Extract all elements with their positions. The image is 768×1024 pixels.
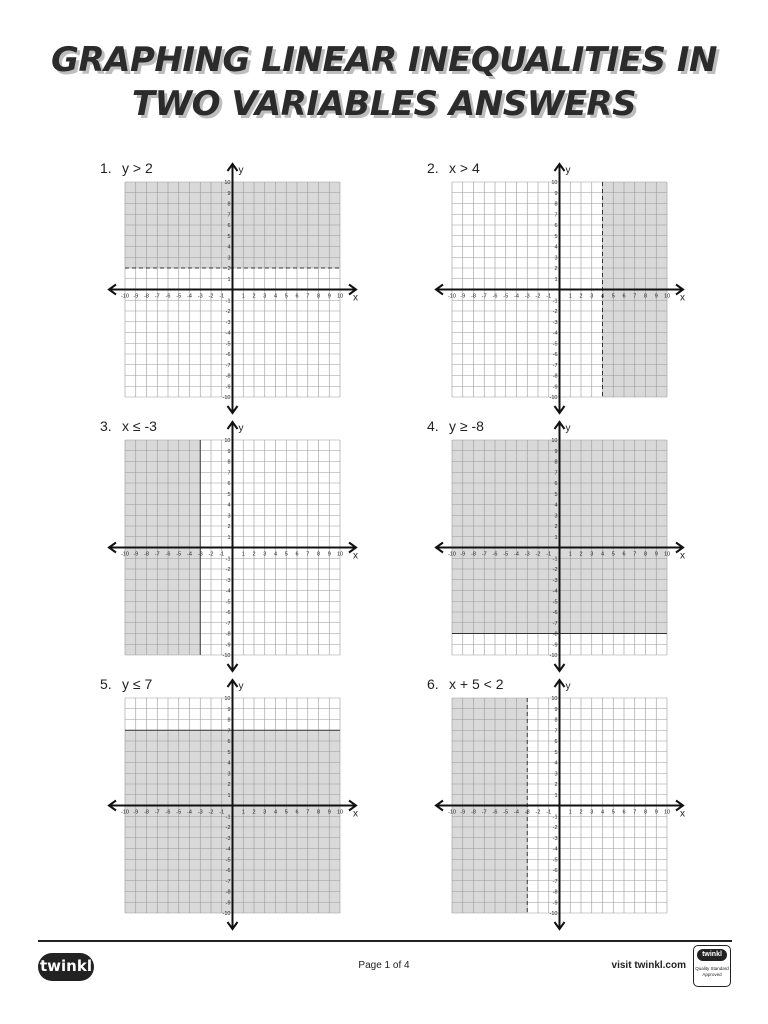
y-tick-label: 7 [227,728,231,735]
problem-inequality: y ≥ -8 [449,418,484,434]
x-tick-label: -4 [187,809,192,816]
x-tick-label: 3 [263,809,267,816]
y-tick-label: 5 [554,749,558,756]
x-tick-label: -4 [187,551,192,558]
x-tick-label: 9 [654,551,658,558]
y-tick-label: -10 [222,911,231,917]
x-tick-label: -8 [471,293,476,300]
y-tick-label: 1 [227,276,231,283]
y-tick-label: 9 [227,448,231,455]
x-tick-label: 7 [633,809,637,816]
x-tick-label: -8 [471,809,476,816]
y-tick-label: -1 [552,814,558,821]
y-tick-label: 2 [227,782,231,788]
problem-6 [427,676,727,926]
y-axis-label: y [238,423,244,434]
x-tick-label: 6 [295,293,299,300]
y-tick-label: -3 [552,835,558,842]
y-tick-label: 8 [554,717,558,724]
x-tick-label: -10 [448,809,456,816]
x-tick-label: 1 [241,293,245,300]
x-tick-label: -3 [197,551,203,558]
x-tick-label: 2 [579,551,583,558]
y-tick-label: -2 [225,825,231,831]
y-tick-label: 2 [227,524,231,530]
x-tick-label: 2 [252,551,256,558]
x-tick-label: -10 [121,809,129,816]
y-axis-label: y [565,423,571,434]
x-tick-label: -7 [154,809,160,816]
x-tick-label: -3 [197,293,203,300]
y-tick-label: 8 [554,201,558,208]
problem-1 [100,160,400,410]
y-tick-label: -1 [552,298,558,305]
quality-badge [693,945,731,987]
problem-number: 3. [100,418,112,434]
y-tick-label: 2 [554,266,558,272]
x-tick-label: -2 [208,809,214,816]
problem-number: 1. [100,160,112,176]
x-tick-label: -5 [503,293,509,300]
x-tick-label: -1 [546,809,552,816]
x-tick-label: -8 [144,809,149,816]
x-tick-label: -5 [176,551,182,558]
x-tick-label: -7 [481,293,487,300]
footer-divider [38,940,732,942]
x-tick-label: 2 [579,293,583,300]
x-tick-label: 9 [654,809,658,816]
x-tick-label: 10 [663,809,671,816]
problem-inequality: y > 2 [122,160,153,176]
problem-number: 6. [427,676,439,692]
y-tick-label: 9 [554,706,558,713]
x-tick-label: 9 [654,293,658,300]
x-tick-label: 10 [336,551,344,558]
badge-logo: twinkl [697,949,727,961]
coordinate-plane-3 [100,418,370,668]
y-tick-label: -1 [552,556,558,563]
y-tick-label: -6 [225,868,231,874]
y-tick-label: -10 [222,395,231,401]
x-tick-label: 4 [273,551,278,558]
problem-3 [100,418,400,668]
x-tick-label: 6 [622,551,626,558]
y-tick-label: -5 [225,599,231,606]
x-tick-label: 1 [568,809,572,816]
y-tick-label: -3 [552,577,558,584]
x-tick-label: 7 [306,809,310,816]
x-tick-label: 2 [579,809,583,816]
y-tick-label: 7 [227,212,231,219]
y-tick-label: -8 [552,631,558,638]
y-tick-label: -6 [552,352,558,358]
x-tick-label: 1 [568,293,572,300]
x-tick-label: -4 [187,293,192,300]
y-tick-label: -2 [225,309,231,315]
y-tick-label: -10 [549,653,558,659]
x-axis-label: x [680,292,685,304]
y-tick-label: -4 [225,330,231,337]
x-tick-label: 1 [241,809,245,816]
y-tick-label: 8 [227,201,231,208]
y-tick-label: -7 [552,620,558,627]
y-tick-label: -9 [225,900,231,907]
y-tick-label: -3 [225,577,231,584]
x-tick-label: -4 [514,809,519,816]
y-axis-label: y [565,681,571,692]
y-tick-label: -6 [552,610,558,616]
x-tick-label: 8 [643,551,648,558]
y-tick-label: 1 [554,792,558,799]
y-tick-label: 5 [227,491,231,498]
y-tick-label: -5 [225,857,231,864]
x-tick-label: 1 [568,551,572,558]
y-tick-label: -4 [225,846,231,853]
x-axis-label: x [353,292,358,304]
y-tick-label: 7 [554,212,558,219]
x-tick-label: 6 [295,551,299,558]
y-tick-label: 5 [227,233,231,240]
x-tick-label: 8 [643,809,648,816]
x-tick-label: 5 [611,809,615,816]
x-tick-label: 8 [316,809,321,816]
x-axis-label: x [353,808,358,820]
y-tick-label: 6 [554,739,558,745]
x-axis-label: x [680,808,685,820]
y-tick-label: 3 [227,513,231,520]
x-tick-label: 5 [284,809,288,816]
y-tick-label: 9 [554,190,558,197]
x-tick-label: 7 [306,293,310,300]
page-number: Page 1 of 4 [358,960,410,971]
y-tick-label: -9 [552,384,558,391]
x-tick-label: 4 [273,293,278,300]
x-tick-label: -6 [165,809,171,816]
x-tick-label: 2 [252,809,256,816]
y-tick-label: 10 [224,180,231,186]
y-tick-label: -9 [225,642,231,649]
y-tick-label: 6 [554,481,558,487]
x-tick-label: 8 [316,293,321,300]
y-tick-label: 6 [227,739,231,745]
x-tick-label: 3 [263,293,267,300]
y-tick-label: 5 [227,749,231,756]
x-tick-label: -5 [176,809,182,816]
x-tick-label: -1 [546,551,552,558]
y-tick-label: 7 [554,728,558,735]
y-tick-label: -4 [552,846,558,853]
x-tick-label: -8 [471,551,476,558]
x-tick-label: -10 [121,551,129,558]
y-tick-label: -2 [552,825,558,831]
y-tick-label: -8 [225,631,231,638]
y-tick-label: 1 [227,534,231,541]
x-tick-label: -2 [208,551,214,558]
y-tick-label: -7 [225,362,231,369]
y-tick-label: -10 [549,911,558,917]
y-tick-label: 3 [554,771,558,778]
x-tick-label: 4 [600,809,605,816]
y-tick-label: -7 [225,620,231,627]
coordinate-plane-6 [427,676,697,926]
x-tick-label: -2 [208,293,214,300]
x-tick-label: 9 [327,293,331,300]
x-tick-label: -5 [503,809,509,816]
y-tick-label: -6 [552,868,558,874]
x-tick-label: 5 [611,551,615,558]
y-tick-label: -6 [225,610,231,616]
y-tick-label: 8 [227,459,231,466]
y-tick-label: -5 [552,857,558,864]
x-tick-label: -9 [460,551,466,558]
x-tick-label: -2 [535,293,541,300]
x-tick-label: 3 [263,551,267,558]
y-tick-label: 4 [554,502,558,509]
y-tick-label: 2 [227,266,231,272]
x-tick-label: 4 [273,809,278,816]
x-tick-label: -7 [154,293,160,300]
y-tick-label: 3 [554,255,558,262]
y-tick-label: 5 [554,491,558,498]
x-tick-label: -6 [165,551,171,558]
y-tick-label: 4 [227,244,231,251]
x-axis-label: x [680,550,685,562]
x-tick-label: -6 [492,809,498,816]
problem-inequality: y ≤ 7 [122,676,153,692]
badge-caption: Quality Standard Approved [695,966,729,977]
x-tick-label: 5 [284,551,288,558]
x-tick-label: -10 [448,551,456,558]
y-tick-label: -8 [552,373,558,380]
y-tick-label: -1 [225,298,231,305]
y-tick-label: 2 [554,524,558,530]
y-tick-label: -8 [225,889,231,896]
y-tick-label: 10 [551,696,558,702]
y-tick-label: -4 [552,588,558,595]
x-tick-label: -3 [197,809,203,816]
x-tick-label: 3 [590,551,594,558]
x-tick-label: 10 [663,293,671,300]
x-tick-label: 6 [622,293,626,300]
x-tick-label: -5 [176,293,182,300]
x-tick-label: -4 [514,551,519,558]
y-tick-label: 9 [554,448,558,455]
x-tick-label: 8 [316,551,321,558]
y-tick-label: 10 [551,438,558,444]
y-tick-label: 6 [554,223,558,229]
x-tick-label: -1 [219,809,225,816]
y-tick-label: 4 [554,244,558,251]
page-title-line-1: GRAPHING LINEAR INEQUALITIES IN [51,40,717,80]
visit-link[interactable]: visit twinkl.com [611,960,686,971]
y-axis-label: y [565,165,571,176]
y-tick-label: 1 [227,792,231,799]
y-axis-label: y [238,165,244,176]
x-tick-label: 1 [241,551,245,558]
y-tick-label: -1 [225,556,231,563]
y-tick-label: 4 [554,760,558,767]
y-tick-label: -4 [225,588,231,595]
x-tick-label: -10 [121,293,129,300]
x-tick-label: -1 [219,293,225,300]
y-tick-label: 4 [227,760,231,767]
x-tick-label: -9 [133,551,139,558]
x-tick-label: -6 [165,293,171,300]
y-tick-label: -1 [225,814,231,821]
y-tick-label: 10 [224,438,231,444]
y-tick-label: -3 [552,319,558,326]
y-tick-label: -3 [225,835,231,842]
x-tick-label: -8 [144,551,149,558]
problem-number: 4. [427,418,439,434]
x-tick-label: -7 [481,809,487,816]
problem-4 [427,418,727,668]
x-tick-label: -1 [546,293,552,300]
problem-2 [427,160,727,410]
x-tick-label: -10 [448,293,456,300]
x-tick-label: -5 [503,551,509,558]
x-tick-label: 5 [284,293,288,300]
y-tick-label: 7 [227,470,231,477]
y-tick-label: 3 [227,771,231,778]
x-tick-label: 2 [252,293,256,300]
y-tick-label: -2 [225,567,231,573]
x-tick-label: 9 [327,551,331,558]
problem-5 [100,676,400,926]
y-tick-label: 8 [227,717,231,724]
x-tick-label: -6 [492,293,498,300]
problem-number: 2. [427,160,439,176]
y-tick-label: 1 [554,276,558,283]
x-tick-label: -4 [514,293,519,300]
x-tick-label: 3 [590,293,594,300]
y-tick-label: 7 [554,470,558,477]
y-tick-label: 6 [227,223,231,229]
y-tick-label: 9 [227,190,231,197]
y-tick-label: 9 [227,706,231,713]
coordinate-plane-5 [100,676,370,926]
y-tick-label: 5 [554,233,558,240]
coordinate-plane-1 [100,160,370,410]
x-tick-label: 4 [600,293,605,300]
y-tick-label: -9 [552,900,558,907]
x-tick-label: 7 [633,293,637,300]
y-tick-label: -5 [225,341,231,348]
problem-inequality: x ≤ -3 [122,418,157,434]
problem-inequality: x > 4 [449,160,480,176]
y-tick-label: 10 [224,696,231,702]
x-tick-label: 3 [590,809,594,816]
y-tick-label: -9 [225,384,231,391]
y-tick-label: -8 [552,889,558,896]
y-tick-label: -10 [222,653,231,659]
x-tick-label: -9 [133,809,139,816]
y-tick-label: -6 [225,352,231,358]
y-tick-label: -7 [552,362,558,369]
y-tick-label: 10 [551,180,558,186]
x-tick-label: 10 [336,293,344,300]
y-tick-label: -7 [225,878,231,885]
y-tick-label: -9 [552,642,558,649]
y-tick-label: 3 [554,513,558,520]
x-tick-label: -3 [524,551,530,558]
y-tick-label: 8 [554,459,558,466]
y-tick-label: 2 [554,782,558,788]
y-tick-label: -4 [552,330,558,337]
x-tick-label: 4 [600,551,605,558]
problem-inequality: x + 5 < 2 [449,676,504,692]
x-tick-label: 10 [663,551,671,558]
x-tick-label: 7 [633,551,637,558]
x-tick-label: -1 [219,551,225,558]
x-tick-label: -7 [481,551,487,558]
x-tick-label: 6 [622,809,626,816]
x-tick-label: -3 [524,293,530,300]
coordinate-plane-2 [427,160,697,410]
y-tick-label: -3 [225,319,231,326]
y-tick-label: -7 [552,878,558,885]
y-tick-label: 1 [554,534,558,541]
y-tick-label: -2 [552,309,558,315]
x-tick-label: -7 [154,551,160,558]
x-tick-label: -3 [524,809,530,816]
y-tick-label: 4 [227,502,231,509]
x-tick-label: 7 [306,551,310,558]
page-title-line-2: TWO VARIABLES ANSWERS [131,84,637,124]
y-tick-label: -10 [549,395,558,401]
coordinate-plane-4 [427,418,697,668]
y-tick-label: -8 [225,373,231,380]
y-axis-label: y [238,681,244,692]
x-tick-label: 5 [611,293,615,300]
x-tick-label: -9 [460,809,466,816]
y-tick-label: -5 [552,341,558,348]
x-tick-label: 9 [327,809,331,816]
x-axis-label: x [353,550,358,562]
y-tick-label: 6 [227,481,231,487]
x-tick-label: -2 [535,551,541,558]
y-tick-label: -5 [552,599,558,606]
x-tick-label: 6 [295,809,299,816]
x-tick-label: -9 [133,293,139,300]
x-tick-label: -6 [492,551,498,558]
twinkl-logo[interactable]: twinkl [38,953,94,981]
x-tick-label: 8 [643,293,648,300]
x-tick-label: -8 [144,293,149,300]
y-tick-label: 3 [227,255,231,262]
problem-number: 5. [100,676,112,692]
x-tick-label: 10 [336,809,344,816]
x-tick-label: -2 [535,809,541,816]
x-tick-label: -9 [460,293,466,300]
y-tick-label: -2 [552,567,558,573]
